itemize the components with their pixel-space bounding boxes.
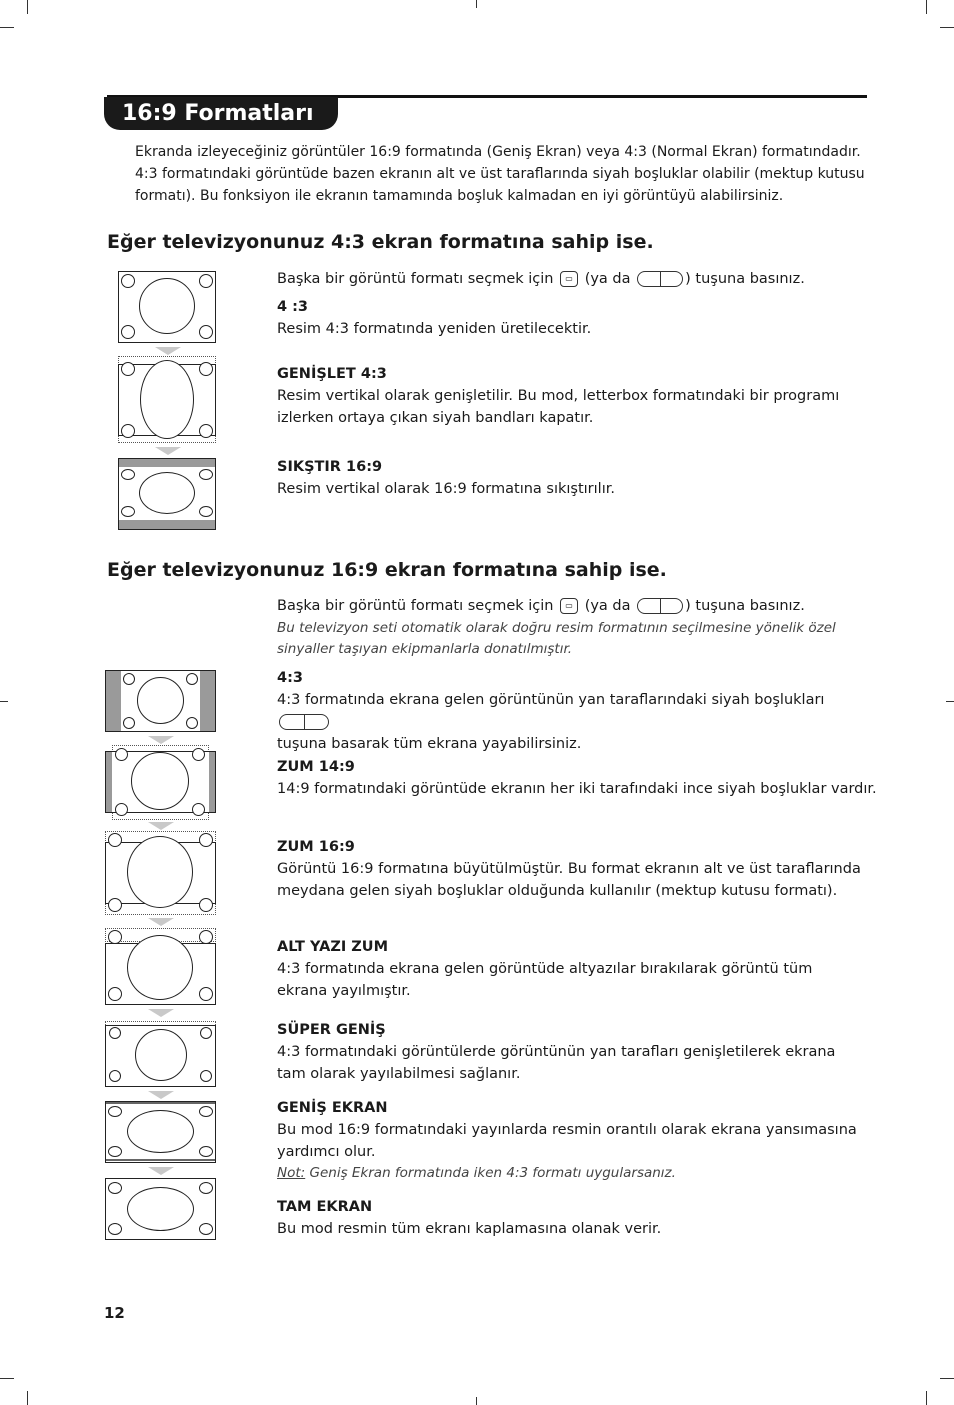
arrow-down-icon: [155, 447, 181, 455]
section2-instruction: Başka bir görüntü formatı seçmek için ▭ (ya da ) tuşuna basınız.: [277, 598, 805, 614]
arrow-down-icon: [148, 1091, 174, 1099]
section2-heading: Eğer televizyonunuz 16:9 ekran formatına sahip ise.: [107, 559, 667, 581]
format-button-icon: ▭: [560, 271, 578, 287]
arrow-down-icon: [148, 736, 174, 744]
intro-paragraph: Ekranda izleyeceğiniz görüntüler 16:9 formatında (Geniş Ekran) veya 4:3 (Normal Ekran) formatındadır. 4:3 formatındaki görüntüde bazen ekranın alt ve üst taraflarında siyah boşluklar olabilir (mektup kutusu formatı). Bu fonksiyon ile ekranın tamamında boşluk kalmadan en iyi görüntüyü alabilirsiniz.: [135, 144, 865, 204]
page-title: 16:9 Formatları: [104, 97, 338, 130]
arrow-down-icon: [155, 347, 181, 355]
crop-mark: [940, 1378, 954, 1379]
arrow-down-icon: [148, 1167, 174, 1175]
left-right-arrow-icon: [637, 598, 683, 614]
arrow-down-icon: [148, 822, 174, 830]
crop-mark: [0, 1378, 14, 1379]
s2-item-zoom169: ZUM 16:9 Görüntü 16:9 formatına büyütülmüştür. Bu format ekranın alt ve üst taraflarında meydana gelen siyah boşluklar olduğunda kullanılır (mektup kutusu formatı).: [277, 839, 861, 899]
section2-note: Bu televizyon seti otomatik olarak doğru resim formatının seçilmesine yönelik özel sinyaller taşıyan ekipmanlarla donatılmıştır.: [277, 620, 836, 657]
crop-mark: [27, 0, 28, 14]
section1-heading: Eğer televizyonunuz 4:3 ekran formatına sahip ise.: [107, 231, 654, 253]
arrow-down-icon: [148, 918, 174, 926]
crop-mark: [0, 701, 8, 702]
s2-item-widescreen: GENİŞ EKRAN Bu mod 16:9 formatındaki yayınlarda resmin orantılı olarak ekrana yansımasına yardımcı olur. Not: Geniş Ekran formatında iken 4:3 formatı uygularsanız.: [277, 1100, 857, 1181]
s1-item-compress: SIKŞTIR 16:9 Resim vertikal olarak 16:9 formatına sıkıştırılır.: [277, 459, 615, 497]
page-number: 12: [104, 1304, 125, 1322]
s2-item-subtitle-zoom: ALT YAZI ZUM 4:3 formatında ekrana gelen görüntüde altyazılar bırakılarak görüntü tüm ekrana yayılmıştır.: [277, 939, 813, 999]
section1-instruction: Başka bir görüntü formatı seçmek için ▭ (ya da ) tuşuna basınız.: [277, 271, 805, 287]
crop-mark: [926, 0, 927, 14]
crop-mark: [476, 0, 477, 8]
crop-mark: [0, 27, 14, 28]
up-down-arrow-icon: [637, 271, 683, 287]
arrow-down-icon: [148, 1009, 174, 1017]
crop-mark: [940, 27, 954, 28]
s2-item-zoom149: ZUM 14:9 14:9 formatındaki görüntüde ekranın her iki tarafındaki ince siyah boşluklar vardır.: [277, 759, 877, 797]
s1-item-expand: GENİŞLET 4:3 Resim vertikal olarak genişletilir. Bu mod, letterbox formatındaki bir programı izlerken ortaya çıkan siyah bandları kapatır.: [277, 366, 840, 426]
format-button-icon: ▭: [560, 598, 578, 614]
crop-mark: [476, 1397, 477, 1405]
crop-mark: [27, 1391, 28, 1405]
s1-item-43: 4 :3 Resim 4:3 formatında yeniden üretilecektir.: [277, 299, 592, 337]
s2-item-43: 4:3 4:3 formatında ekrana gelen görüntünün yan taraflarındaki siyah boşlukları tuşuna basarak tüm ekrana yayabilirsiniz.: [277, 670, 825, 752]
crop-mark: [946, 701, 954, 702]
s2-item-super-wide: SÜPER GENİŞ 4:3 formatındaki görüntülerde görüntünün yan tarafları genişletilerek ekrana tam olarak yayılabilmesi sağlanır.: [277, 1022, 836, 1082]
s2-item-fullscreen: TAM EKRAN Bu mod resmin tüm ekranı kaplamasına olanak verir.: [277, 1199, 662, 1237]
crop-mark: [926, 1391, 927, 1405]
up-down-arrow-icon: [279, 714, 329, 730]
